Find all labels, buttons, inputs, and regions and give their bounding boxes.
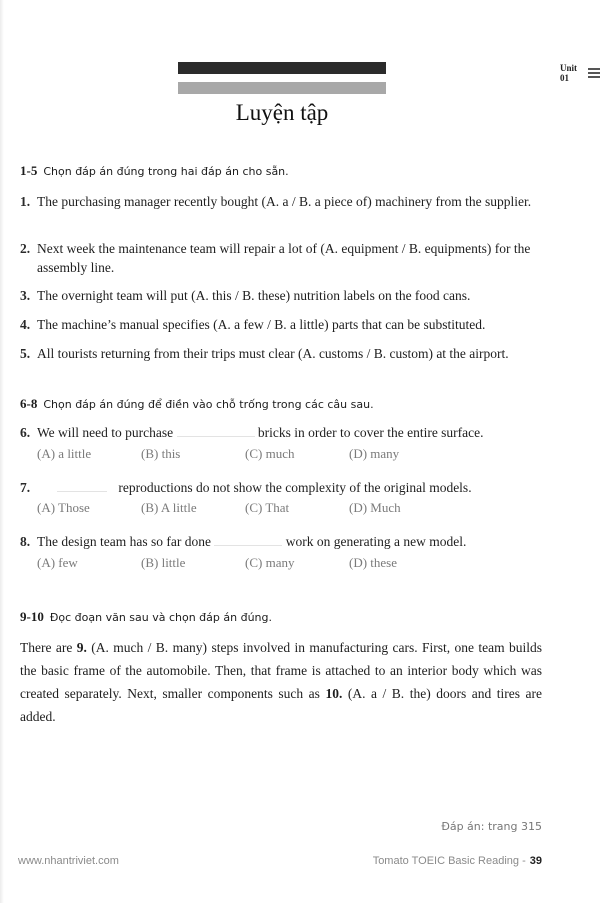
passage-text: (A. much / B. many) steps involved in manufacturing cars. First, one team builds the basic frame of the automobile. Then, that frame is attached to an interior body which was created separately. Next, smaller components such as — [20, 640, 542, 701]
section-3-instruction: Đọc đoạn văn sau và chọn đáp án đúng. — [49, 611, 273, 624]
question-number: 1. — [20, 194, 31, 209]
question-10-marker: 10. — [325, 686, 343, 701]
option-d[interactable]: (D) many — [349, 446, 400, 461]
section-2-heading — [20, 396, 374, 412]
section-3-heading — [20, 609, 272, 625]
question-number: 4. — [20, 317, 31, 332]
question-text: Next week the maintenance team will repair a lot of (A. equipment / B. equipments) for the assembly line. — [37, 241, 531, 275]
answer-blank[interactable] — [177, 424, 255, 437]
page-edge-shadow — [0, 0, 4, 903]
option-c[interactable]: (C) much — [245, 446, 295, 461]
question-6-options — [37, 446, 453, 462]
footer-book-info — [373, 855, 542, 867]
option-b[interactable]: (B) this — [141, 446, 181, 461]
section-1-range: 1-5 — [20, 163, 38, 178]
question-8 — [20, 532, 560, 551]
option-d[interactable]: (D) these — [349, 555, 398, 570]
reading-passage — [20, 636, 542, 728]
question-4 — [20, 315, 560, 334]
option-c[interactable]: (C) many — [245, 555, 295, 570]
option-d[interactable]: (D) Much — [349, 500, 401, 515]
option-a[interactable]: (A) a little — [37, 446, 92, 461]
question-1 — [20, 192, 560, 211]
option-a[interactable]: (A) few — [37, 555, 78, 570]
section-1-instruction: Chọn đáp án đúng trong hai đáp án cho sẵn. — [43, 165, 289, 178]
header-bar-dark — [178, 62, 386, 74]
header-bar-grey — [178, 82, 386, 94]
answer-blank[interactable] — [214, 533, 282, 546]
question-text: The purchasing manager recently bought (A. a / B. a piece of) machinery from the supplier. — [37, 194, 532, 209]
option-b[interactable]: (B) A little — [141, 500, 197, 515]
page-title: Luyện tập — [235, 100, 329, 125]
unit-label: Unit 01 — [560, 63, 578, 83]
question-text-before: The design team has so far done — [37, 534, 211, 549]
section-2-instruction: Chọn đáp án đúng để điền vào chỗ trống trong các câu sau. — [43, 398, 374, 411]
question-number: 2. — [20, 241, 31, 256]
footer-website: www.nhantriviet.com — [18, 855, 119, 867]
question-8-options — [37, 555, 453, 571]
section-3-range: 9-10 — [20, 609, 44, 624]
unit-marker — [560, 63, 600, 83]
question-number: 3. — [20, 288, 31, 303]
page-number: 39 — [529, 855, 542, 867]
passage-text: There are — [20, 640, 77, 655]
question-text-after: work on generating a new model. — [285, 534, 467, 549]
question-5 — [20, 344, 560, 363]
question-3 — [20, 286, 560, 305]
book-title: Tomato TOEIC Basic Reading - — [372, 855, 526, 867]
passage-text: (A. a / B. the) doors and tires are added. — [20, 686, 543, 724]
question-number: 5. — [20, 346, 31, 361]
question-6 — [20, 423, 560, 442]
question-9-marker: 9. — [76, 640, 87, 655]
question-text: The overnight team will put (A. this / B. these) nutrition labels on the food cans. — [37, 288, 471, 303]
question-number: 7. — [20, 480, 31, 495]
section-1-heading — [20, 163, 289, 179]
question-text: The machine’s manual specifies (A. a few / B. a little) parts that can be substituted. — [37, 317, 486, 332]
question-2 — [20, 239, 560, 277]
answer-reference: Đáp án: trang 315 — [441, 820, 542, 833]
question-text-after: reproductions do not show the complexity of the original models. — [118, 480, 472, 495]
option-b[interactable]: (B) little — [141, 555, 186, 570]
question-number: 8. — [20, 534, 31, 549]
section-2-range: 6-8 — [20, 396, 38, 411]
question-text-after: bricks in order to cover the entire surface. — [257, 425, 484, 440]
question-number: 6. — [20, 425, 31, 440]
question-7-options — [37, 500, 453, 516]
unit-lines-icon — [588, 68, 600, 78]
option-c[interactable]: (C) That — [245, 500, 290, 515]
option-a[interactable]: (A) Those — [37, 500, 90, 515]
question-7 — [20, 478, 560, 497]
answer-blank[interactable] — [57, 479, 107, 492]
question-text: All tourists returning from their trips must clear (A. customs / B. custom) at the airport. — [37, 346, 509, 361]
question-text-before: We will need to purchase — [37, 425, 174, 440]
